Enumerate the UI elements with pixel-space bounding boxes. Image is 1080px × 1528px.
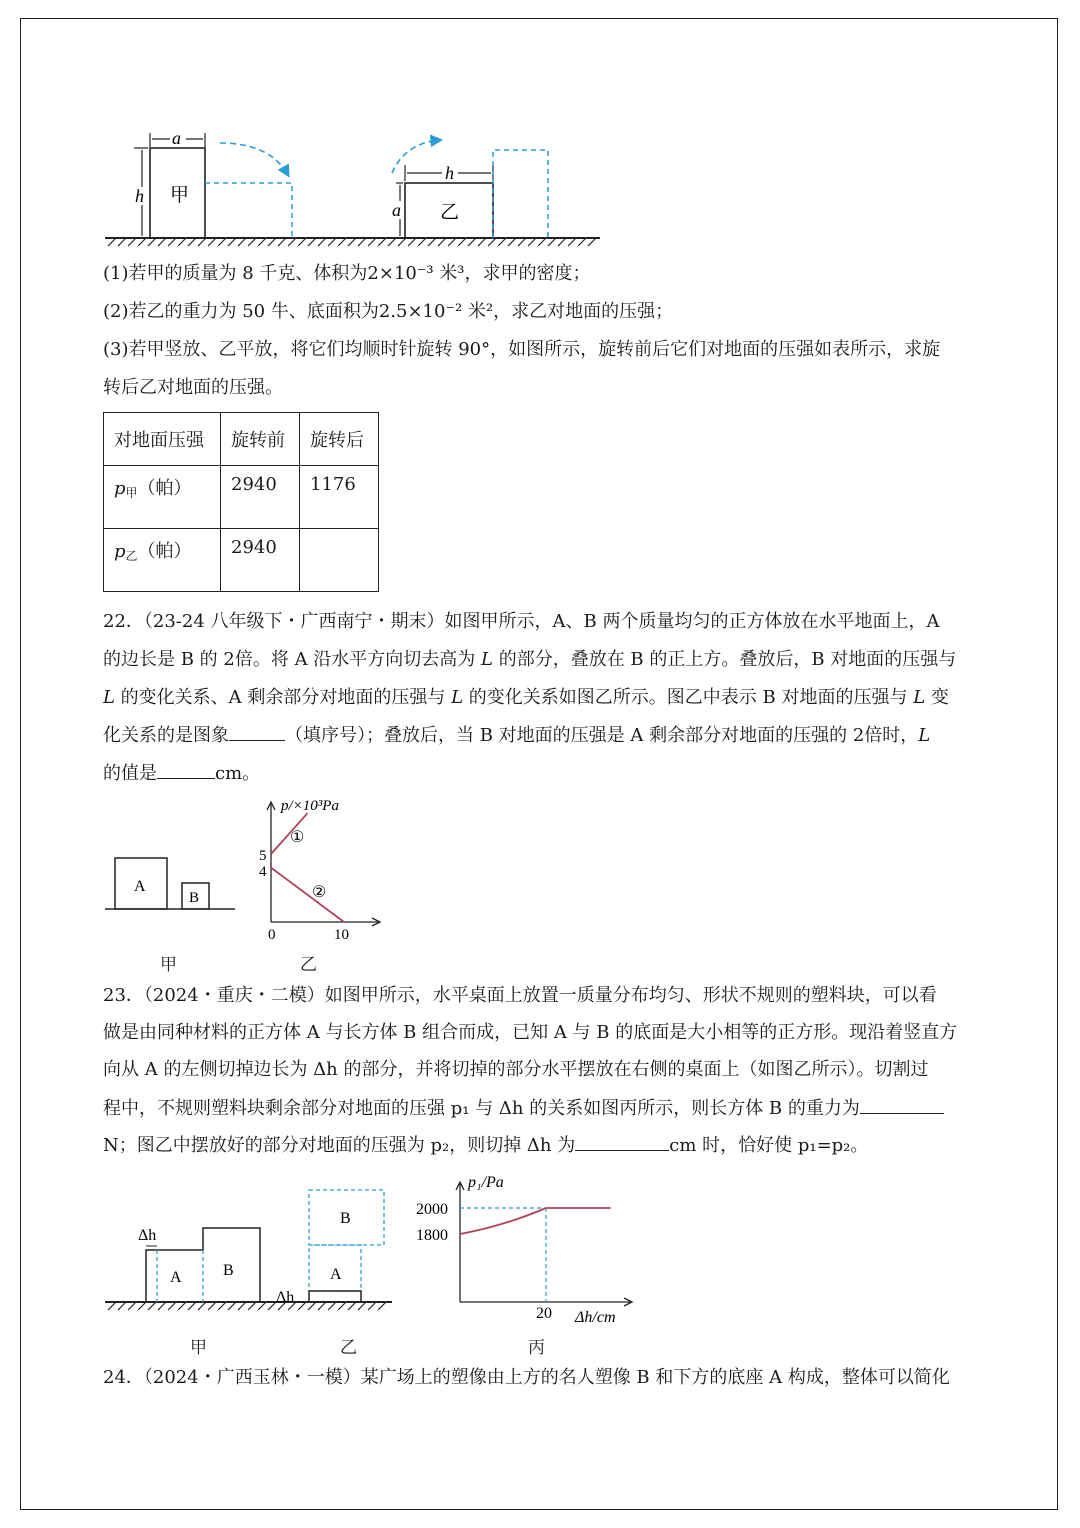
block-A-label: A bbox=[170, 1269, 182, 1286]
answer-blank[interactable] bbox=[860, 1095, 944, 1114]
cut-piece bbox=[309, 1291, 361, 1302]
q23-line1: 23．（2024・重庆・二模）如图甲所示，水平桌面上放置一质量分布均匀、形状不规则的塑料块，可以看 bbox=[103, 985, 937, 1006]
q22-caption-jia: 甲 bbox=[160, 955, 177, 975]
series-2-line bbox=[271, 868, 344, 922]
x-tick-0: 0 bbox=[268, 927, 276, 943]
q23-caption-jia: 甲 bbox=[190, 1338, 207, 1358]
q23-caption-yi: 乙 bbox=[340, 1338, 357, 1358]
x-tick-10: 10 bbox=[334, 927, 349, 943]
block-A-label: A bbox=[134, 878, 146, 895]
q23-chart bbox=[410, 1168, 650, 1328]
q21-part3-line1: (3)若甲竖放、乙平放，将它们均顺时针旋转 90°，如图所示，旋转前后它们对地面的压强如表所示，求旋 bbox=[103, 339, 941, 360]
q23-line5: N；图乙中摆放好的部分对地面的压强为 p₂，则切掉 Δh 为 cm 时，恰好使 p₁=p₂。 bbox=[103, 1132, 868, 1158]
dim-a-side: a bbox=[392, 200, 401, 220]
q21-rotation-figure bbox=[100, 125, 610, 250]
curve-1-label: ① bbox=[290, 829, 305, 846]
q22-line1: 22．（23-24 八年级下・广西南宁・期末）如图甲所示，A、B 两个质量均匀的正方体放在水平地面上，A bbox=[103, 611, 940, 632]
block-yi-label: 乙 bbox=[440, 202, 460, 223]
q23-line4: 程中，不规则塑料块剩余部分对地面的压强 p₁ 与 Δh 的关系如图丙所示，则长方体 B 的重力为 bbox=[103, 1095, 944, 1121]
dh-label-top: Δh bbox=[138, 1227, 157, 1244]
table-header-cell: 旋转前 bbox=[221, 413, 300, 466]
q23-cut-figure bbox=[100, 1180, 400, 1320]
answer-blank[interactable] bbox=[229, 722, 285, 741]
table-row bbox=[104, 529, 379, 592]
q23-xlabel: Δh/cm bbox=[575, 1309, 616, 1326]
table-cell: 2940 bbox=[221, 466, 300, 529]
table-header-cell: 旋转后 bbox=[300, 413, 379, 466]
y-tick-1800: 1800 bbox=[416, 1227, 448, 1244]
table-header-cell: 对地面压强 bbox=[104, 413, 221, 466]
q22-caption-yi: 乙 bbox=[300, 955, 317, 975]
q22-line4: 化关系的是图象 （填序号）；叠放后，当 B 对地面的压强是 A 剩余部分对地面的压强的 2倍时，L bbox=[103, 722, 930, 748]
q22-line5: 的值是 cm。 bbox=[103, 760, 260, 786]
q22-ylabel: p/×10³Pa bbox=[281, 798, 339, 814]
q21-part1: (1)若甲的质量为 8 千克、体积为2×10⁻³ 米³，求甲的密度； bbox=[103, 263, 591, 284]
pressure-table bbox=[103, 412, 379, 592]
y-tick-2000: 2000 bbox=[416, 1201, 448, 1218]
block-B-label: B bbox=[189, 890, 200, 906]
dim-a-top: a bbox=[172, 128, 181, 148]
y-tick-5: 5 bbox=[259, 848, 267, 864]
answer-blank[interactable] bbox=[575, 1132, 669, 1151]
q23-line3: 向从 A 的左侧切掉边长为 Δh 的部分，并将切掉的部分水平摆放在右侧的桌面上（如图乙所示）。切割过 bbox=[103, 1059, 929, 1080]
y-tick-4: 4 bbox=[259, 864, 267, 880]
dim-h-top: h bbox=[445, 163, 454, 183]
table-cell: 1176 bbox=[300, 466, 379, 529]
dh-label-side: Δh bbox=[276, 1289, 295, 1306]
table-cell bbox=[300, 529, 379, 592]
dim-h-left: h bbox=[135, 186, 144, 206]
table-cell: 2940 bbox=[221, 529, 300, 592]
p1-curve bbox=[460, 1208, 546, 1234]
q22-line3: L 的变化关系、A 剩余部分对地面的压强与 L 的变化关系如图乙所示。图乙中表示 B 对地面的压强与 L 变 bbox=[103, 687, 949, 708]
block-B-dashed-label: B bbox=[340, 1210, 351, 1227]
q21-part3-line2: 转后乙对地面的压强。 bbox=[103, 377, 283, 398]
table-cell: $p_乙$（帕） bbox=[104, 529, 221, 592]
q23-line2: 做是由同种材料的正方体 A 与长方体 B 组合而成，已知 A 与 B 的底面是大小相等的正方形。现沿着竖直方 bbox=[103, 1022, 958, 1043]
q21-part2: (2)若乙的重力为 50 牛、底面积为2.5×10⁻² 米²，求乙对地面的压强； bbox=[103, 301, 674, 322]
block-A-dashed-label: A bbox=[330, 1266, 342, 1283]
table-cell: $p_甲$（帕） bbox=[104, 466, 221, 529]
curve-2-label: ② bbox=[312, 884, 327, 901]
block-B-label: B bbox=[223, 1262, 234, 1279]
answer-blank[interactable] bbox=[157, 760, 215, 779]
block-jia-label: 甲 bbox=[170, 185, 190, 206]
q22-line2: 的边长是 B 的 2倍。将 A 沿水平方向切去高为 L 的部分，叠放在 B 的正上方。叠放后，B 对地面的压强与 bbox=[103, 649, 957, 670]
q23-caption-bing: 丙 bbox=[528, 1338, 545, 1358]
q22-blocks-figure bbox=[100, 848, 240, 918]
table-row bbox=[104, 466, 379, 529]
q23-ylabel: p₁/Pa bbox=[468, 1174, 504, 1191]
q22-chart bbox=[250, 790, 390, 950]
x-tick-20: 20 bbox=[536, 1305, 552, 1322]
q24-line1: 24．（2024・广西玉林・一模）某广场上的塑像由上方的名人塑像 B 和下方的底座 A 构成，整体可以简化 bbox=[103, 1367, 950, 1388]
